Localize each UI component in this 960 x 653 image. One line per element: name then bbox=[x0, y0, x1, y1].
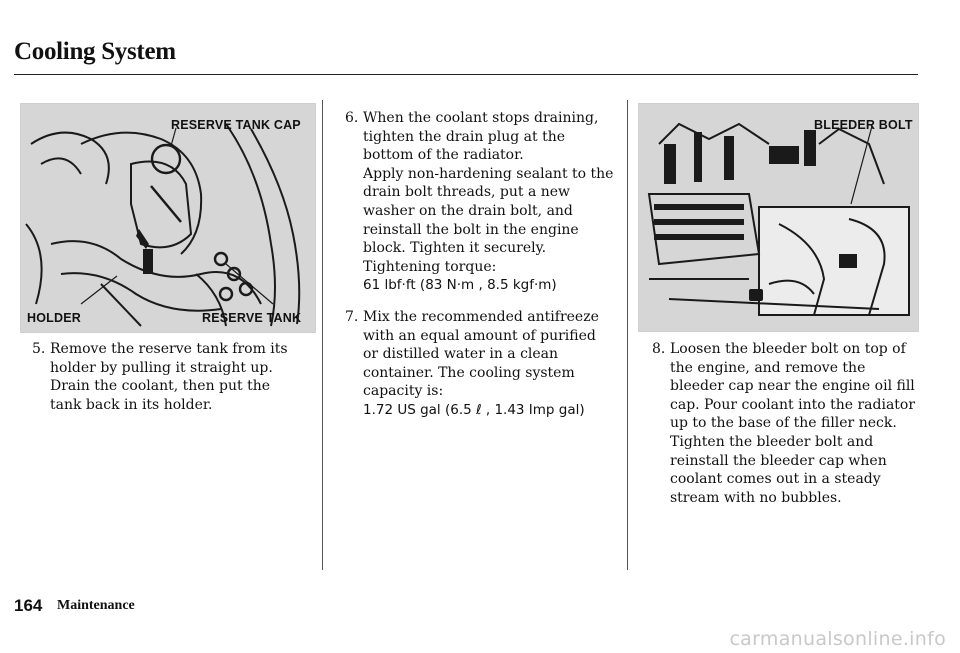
capacity-spec: 1.72 US gal (6.5 ℓ , 1.43 Imp gal) bbox=[363, 401, 585, 418]
step-text-line: tank back in its holder. bbox=[50, 396, 213, 413]
reserve-tank-illustration bbox=[20, 103, 316, 333]
step-text-line: block. Tighten it securely. bbox=[363, 240, 547, 257]
step-text-line: bottom of the radiator. bbox=[363, 147, 524, 164]
step-text-line: container. The cooling system bbox=[363, 364, 575, 381]
step-6 bbox=[345, 109, 613, 295]
step-text-line: Remove the reserve tank from its bbox=[50, 341, 288, 357]
step-8 bbox=[652, 340, 915, 507]
holder-label: HOLDER bbox=[27, 311, 81, 325]
step-text-line: drain bolt threads, put a new bbox=[363, 184, 571, 201]
step-text-line: bleeder cap near the engine oil fill bbox=[670, 378, 915, 395]
step-5 bbox=[32, 340, 288, 414]
step-text-line: coolant comes out in a steady bbox=[670, 471, 881, 488]
step-text-line: Apply non-hardening sealant to the bbox=[363, 165, 614, 182]
step-text-line: or distilled water in a clean bbox=[363, 346, 559, 363]
step-text-line: the engine, and remove the bbox=[670, 359, 866, 376]
torque-spec: 61 lbf·ft (83 N·m , 8.5 kgf·m) bbox=[363, 277, 557, 294]
reserve-tank-label: RESERVE TANK bbox=[202, 311, 302, 325]
step-number: 8. bbox=[652, 341, 666, 357]
page-number: 164 bbox=[14, 596, 43, 615]
step-text-line: reinstall the bolt in the engine bbox=[363, 221, 579, 238]
step-text-line: up to the base of the filler neck. bbox=[670, 415, 897, 432]
reserve-tank-cap-label: RESERVE TANK CAP bbox=[171, 118, 301, 132]
step-text-line: Loosen the bleeder bolt on top of bbox=[670, 341, 906, 357]
section-name: Maintenance bbox=[57, 598, 135, 613]
step-text-line: Drain the coolant, then put the bbox=[50, 378, 271, 395]
column-divider-left bbox=[322, 100, 323, 570]
step-7 bbox=[345, 308, 599, 420]
step-text-line: Tighten the bleeder bolt and bbox=[670, 433, 874, 450]
step-text-line: tighten the drain plug at the bbox=[363, 128, 566, 145]
page-title: Cooling System bbox=[14, 38, 176, 65]
step-number: 6. bbox=[345, 110, 359, 126]
bleeder-bolt-label: BLEEDER BOLT bbox=[814, 118, 913, 132]
bleeder-bolt-illustration bbox=[638, 103, 919, 332]
header-divider bbox=[14, 74, 918, 75]
step-number: 5. bbox=[32, 341, 46, 357]
step-text-line: Mix the recommended antifreeze bbox=[363, 309, 599, 325]
step-number: 7. bbox=[345, 309, 359, 325]
column-divider-right bbox=[627, 100, 628, 570]
step-text-line: washer on the drain bolt, and bbox=[363, 202, 573, 219]
step-text-line: with an equal amount of purified bbox=[363, 327, 596, 344]
step-text-line: Tightening torque: bbox=[363, 258, 497, 275]
step-text-line: holder by pulling it straight up. bbox=[50, 359, 273, 376]
step-text-line: cap. Pour coolant into the radiator bbox=[670, 396, 916, 413]
watermark: carmanualsonline.info bbox=[729, 628, 946, 650]
bleeder-bolt-drawing bbox=[639, 104, 918, 331]
step-text-line: capacity is: bbox=[363, 383, 444, 400]
step-text-line: stream with no bubbles. bbox=[670, 489, 842, 506]
step-text-line: reinstall the bleeder cap when bbox=[670, 452, 887, 469]
step-text-line: When the coolant stops draining, bbox=[363, 110, 599, 126]
reserve-tank-drawing bbox=[21, 104, 315, 332]
